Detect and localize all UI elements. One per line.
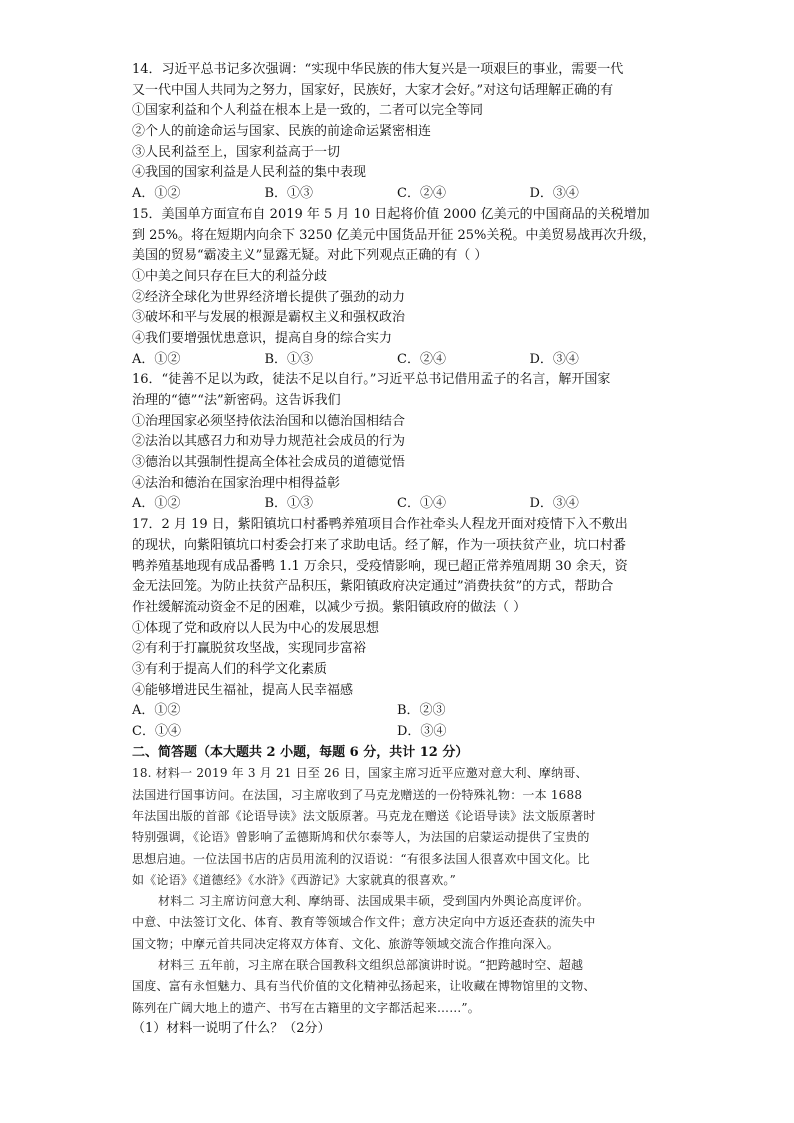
q17-statement: ③有利于提高人们的科学文化素质 [132,661,328,677]
q14-option-a: A．①② [132,186,181,202]
q16-statement: ②法治以其感召力和劝导力规范社会成员的行为 [132,434,406,450]
q15-option-c: C．②④ [397,351,446,367]
q16-statement: ④法治和德治在国家治理中相得益彰 [132,475,341,491]
q15-statement: ④我们要增强忧患意识，提高自身的综合实力 [132,330,393,346]
exam-page [132,60,662,1040]
q17-line: 17．2 月 19 日，紫阳镇坑口村番鸭养殖项目合作社牵头人程龙开面对疫情下入不敷出 [132,517,628,533]
q17-option-a: A．①② [132,703,181,719]
q15-line: 15．美国单方面宣布自 2019 年 5 月 10 日起将价值 2000 亿美元的中国商品的关税增加 [132,206,650,222]
q14-statement: ④我国的国家利益是人民利益的集中表现 [132,165,367,181]
q18-material3-line: 陈列在广阔大地上的遗产、书写在古籍里的文字都活起来……”。 [132,1000,480,1015]
q17-statement: ④能够增进民生福祉，提高人民幸福感 [132,682,354,698]
q18-material1-line: 思想启迪。一位法国书店的店员用流利的汉语说：“有很多法国人很喜欢中国文化。比 [132,851,590,866]
question-14 [132,60,662,205]
q14-option-d: D．③④ [529,186,579,202]
q15-line: 到 25%。将在短期内向余下 3250 亿美元中国货品开征 25%关税。中美贸易战再次升级， [132,227,656,243]
q18-material2-line: 国文物；中摩元首共同决定将双方体育、文化、旅游等领域交流合作推向深入。 [132,936,560,951]
q14-statement: ①国家利益和个人利益在根本上是一致的，二者可以完全等同 [132,103,484,119]
q15-option-d: D．③④ [529,351,579,367]
q17-line: 金无法回笼。为防止扶贫产品积压，紫阳镇政府决定通过”消费扶贫”的方式，帮助合 [132,579,614,595]
q14-statement: ③人民利益至上，国家利益高于一切 [132,144,341,160]
q16-option-c: C．①④ [397,496,446,512]
q17-option-b: B．②③ [397,703,446,719]
q16-options [132,494,662,515]
q15-options [132,350,662,371]
q16-option-a: A．①② [132,496,181,512]
q16-line: 治理的“德”“法”新密码。这告诉我们 [132,393,341,408]
q14-line: 又一代中国人共同为之努力，国家好，民族好，大家才会好。”对这句话理解正确的有 [132,82,614,98]
q18-material1-line: 特别强调，《论语》曾影响了孟德斯鸠和伏尔泰等人，为法国的启蒙运动提供了宝贵的 [132,830,590,845]
q15-line: 美国的贸易“霸凌主义”显露无疑。对此下列观点正确的有（ ） [132,248,488,264]
q17-option-d: D．③④ [397,724,447,739]
q17-line: 的现状，向紫阳镇坑口村委会打来了求助电话。经了解，作为一项扶贫产业，坑口村番 [132,537,627,553]
q15-option-a: A．①② [132,351,181,367]
q16-line: 16．“徒善不足以为政，徒法不足以自行。”习近平总书记借用孟子的名言，解开国家 [132,372,611,388]
question-15 [132,205,662,371]
q15-option-b: B．①③ [264,351,314,367]
q14-option-b: B．①③ [264,186,314,202]
question-16 [132,370,662,515]
q18-material1-line: 法国进行国事访问。在法国，习主席收到了马克龙赠送的一份特殊礼物：一本 1688 [132,787,583,802]
q17-options-row1 [132,701,662,722]
q18-subquestion-1: （1）材料一说明了什么？（2分） [132,1020,331,1036]
q16-option-d: D．③④ [529,496,579,512]
q17-line: 作社缓解流动资金不足的困难，以减少亏损。紫阳镇政府的做法（ ） [132,599,527,615]
q18-material1-line: 年法国出版的首部《论语导读》法文版原著。马克龙在赠送《论语导读》法文版原著时 [132,808,596,823]
q15-statement: ③破坏和平与发展的根源是霸权主义和强权政治 [132,310,406,326]
q16-statement: ③德治以其强制性提高全体社会成员的道德觉悟 [132,455,406,471]
question-18 [132,763,662,1039]
q18-material1-line: 18. 材料一 2019 年 3 月 21 日至 26 日，国家主席习近平应邀对意大利、摩纳哥、 [132,766,588,781]
q15-statement: ②经济全球化为世界经济增长提供了强劲的动力 [132,289,406,305]
q14-options [132,184,662,205]
q18-material2-line: 中意、中法签订文化、体育、教育等领域合作文件；意方决定向中方返还查获的流失中 [132,915,596,930]
q18-material3-line: 材料三 五年前，习主席在联合国教科文组织总部演讲时说。“把跨越时空、超越 [158,958,584,973]
q18-material3-line: 国度、富有永恒魅力、具有当代价值的文化精神弘扬起来，让收藏在博物馆里的文物、 [132,979,596,994]
q17-statement: ①体现了党和政府以人民为中心的发展思想 [132,620,380,636]
q17-line: 鸭养殖基地现有成品番鸭 1.1 万余只，受疫情影响，现已超正常养殖周期 30 余天，资 [132,558,628,574]
q16-option-b: B．①③ [264,496,314,512]
q14-statement: ②个人的前途命运与国家、民族的前途命运紧密相连 [132,124,432,140]
q14-option-c: C．②④ [397,186,446,202]
question-17 [132,515,662,743]
q18-material2-line: 材料二 习主席访问意大利、摩纳哥、法国成果丰硕，受到国内外舆论高度评价。 [158,894,590,909]
q14-line: 14．习近平总书记多次强调：“实现中华民族的伟大复兴是一项艰巨的事业，需要一代 [132,62,624,77]
q16-statement: ①治理国家必须坚持依法治国和以德治国相结合 [132,413,406,429]
q18-material1-line: 如《论语》《道德经》《水浒》《西游记》大家就真的很喜欢。” [132,872,456,887]
q17-statement: ②有利于打赢脱贫攻坚战，实现同步富裕 [132,641,367,657]
q17-options-row2 [132,722,662,743]
q17-option-c: C．①④ [132,724,181,739]
q15-statement: ①中美之间只存在巨大的利益分歧 [132,268,328,284]
section-heading: 二、简答题（本大题共 2 小题，每题 6 分，共计 12 分） [132,744,469,760]
